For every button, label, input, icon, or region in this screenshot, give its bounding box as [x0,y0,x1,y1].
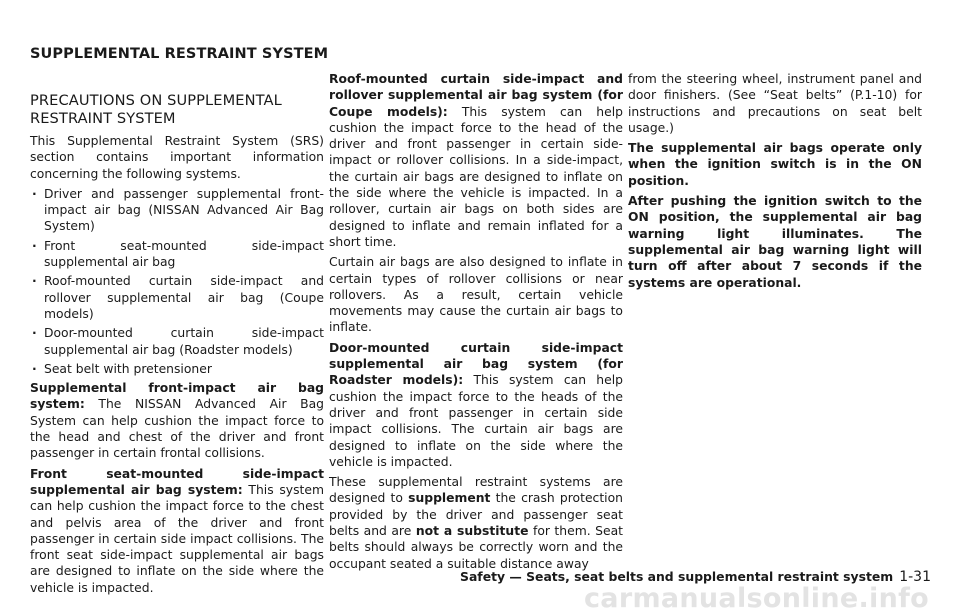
supplement-bold-2: not a substitute [415,524,529,539]
list-item: . Door-mounted curtain side-impact supplemental air bag (Roadster models) [30,325,324,358]
section-title: PRECAUTIONS ON SUPPLEMENTAL RESTRAINT SYSTEM [30,92,282,127]
front-impact-text: The NISSAN Advanced Air Bag System can help cushion the impact force to the head and chest of the driver and front passenger in certain frontal collisions. [30,397,324,461]
roof-mounted-paragraph [329,71,623,250]
list-item: . Driver and passenger supplemental front-impact air bag (NISSAN Advanced Air Bag System) [30,186,324,235]
operate-paragraph [628,140,922,189]
curtain-paragraph: Curtain air bags are also designed to inflate in certain types of rollover collisions or near rollovers. As a result, certain vehicle movements may cause the curtain air bags to inflate. [329,255,623,335]
list-item: . Seat belt with pretensioner [30,361,324,377]
warning-light-paragraph [628,193,922,291]
page-number: 1-31 [899,569,931,585]
warning-light-text: After pushing the ignition switch to the ON position, the supplemental air bag warning light illuminates. The supplemental air bag warning light will turn off after about 7 seconds if the systems are operational. [628,194,922,290]
front-impact-paragraph [30,380,324,461]
column-1 [30,92,324,596]
seat-mounted-heading: Front seat-mounted side-impact supplemental air bag system: [30,466,324,497]
footer-section: Safety — Seats, seat belts and supplemental restraint system [460,569,894,584]
supplement-bold-1: supplement [408,491,491,506]
list-item: . Front seat-mounted side-impact supplemental air bag [30,238,324,271]
roof-mounted-text: This system can help cushion the impact force to the head of the driver and front passenger in certain side-impact or rollover collisions. In a side-impact, the curtain air bags are designed to inflate on the side where the vehicle is impacted. In a rollover, curtain air bags on both sides are designed to inflate and remain inflated for a short time. [329,104,623,249]
front-impact-heading: Supplemental front-impact air bag system: [30,381,324,412]
watermark: carmanualsonline.info [584,583,930,614]
supplement-text-2: the crash protection provided by the driver and passenger seat belts and are [329,491,623,539]
roof-mounted-heading: Roof-mounted curtain side-impact and rollover supplemental air bag system (for Coupe models): [329,72,623,119]
column-2 [329,71,623,572]
list-item: . Roof-mounted curtain side-impact and rollover supplemental air bag (Coupe models) [30,273,324,322]
operate-text: The supplemental air bags operate only when the ignition switch is in the ON position. [628,141,922,188]
supplement-paragraph [329,474,623,572]
supplement-text-1: These supplemental restraint systems are designed to [329,475,623,506]
continuation-paragraph: from the steering wheel, instrument panel and door finishers. (See “Seat belts” (P.1-10) for instructions and precautions on seat belt usage.) [628,72,922,135]
seat-mounted-text: This system can help cushion the impact force to the chest and pelvis area of the driver and front passenger in certain side impact collisions. The front seat side-impact supplemental air bags are designed to inflate on the side where the vehicle is impacted. [30,482,324,595]
page-header: SUPPLEMENTAL RESTRAINT SYSTEM [30,46,329,62]
door-mounted-paragraph [329,340,623,470]
intro-paragraph: This Supplemental Restraint System (SRS) section contains important information concerning the following systems. [30,134,324,181]
supplement-text-3: for them. Seat belts should always be correctly worn and the occupant seated a suitable distance away [329,524,623,571]
door-mounted-text: This system can help cushion the impact force to the heads of the driver and front passenger in certain side impact collisions. The curtain air bags are designed to inflate on the side where the vehicle is impacted. [329,373,623,469]
systems-list [30,186,324,377]
column-3 [628,71,922,291]
door-mounted-heading: Door-mounted curtain side-impact supplemental air bag system (for Roadster models): [329,340,623,388]
seat-mounted-paragraph [30,466,324,596]
